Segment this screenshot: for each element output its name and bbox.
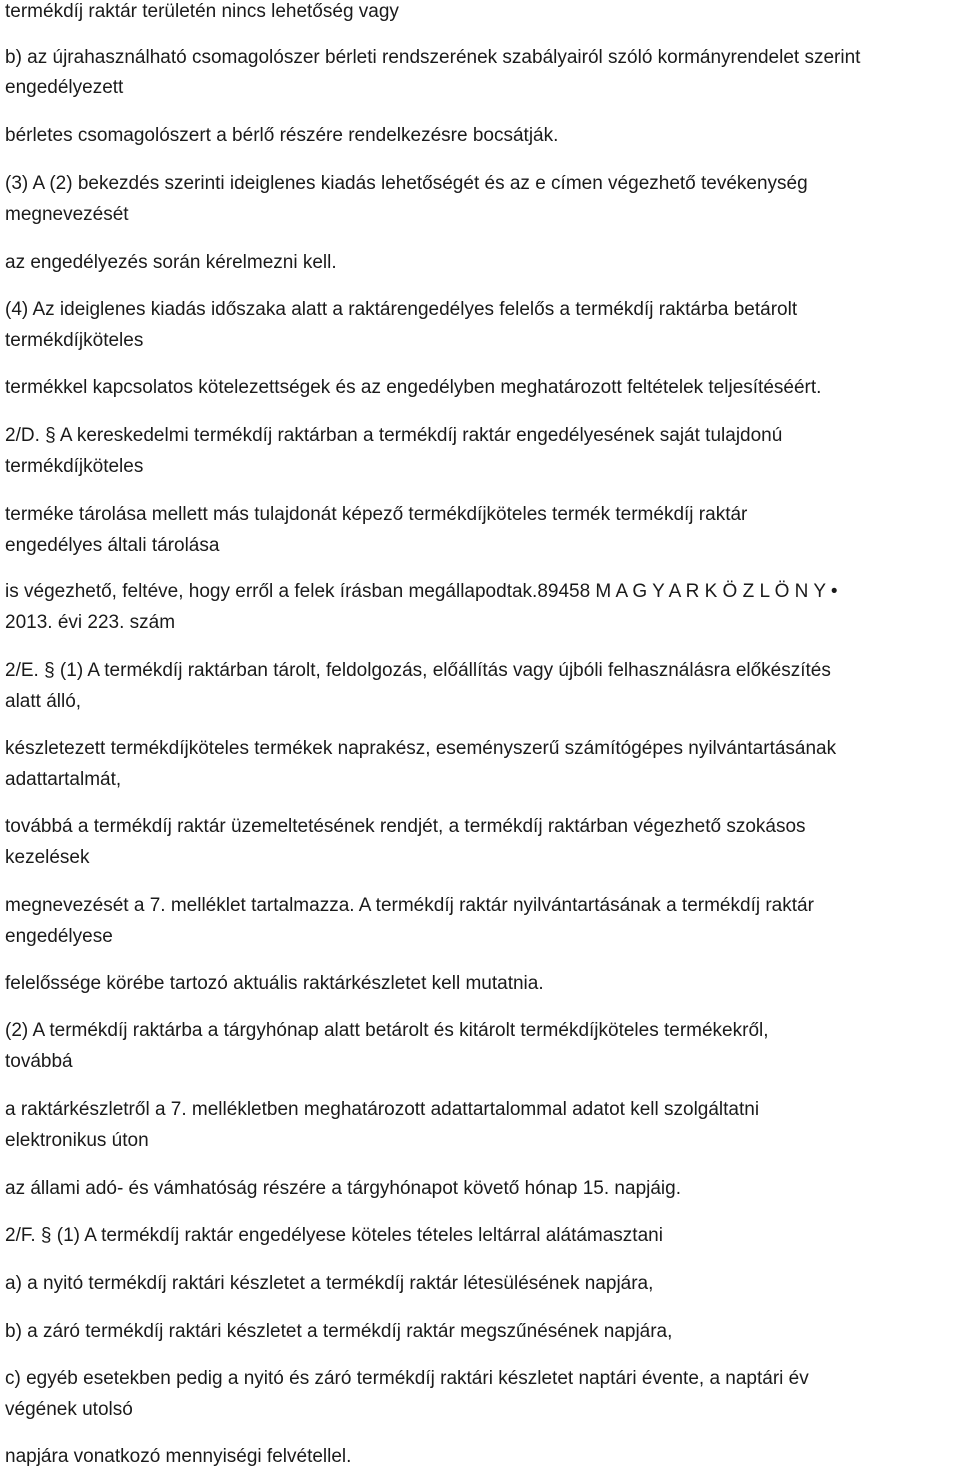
text-line: adattartalmát, xyxy=(5,769,122,790)
text-line: (3) A (2) bekezdés szerinti ideiglenes kiadás lehetőségét és az e címen végezhető tevékenység xyxy=(5,173,808,194)
text-line: is végezhető, feltéve, hogy erről a felek írásban megállapodtak.89458 M A G Y A R K Ö Z L Ö N Y • xyxy=(5,581,838,602)
text-line: engedélyese xyxy=(5,926,113,947)
text-line: engedélyes általi tárolása xyxy=(5,535,220,556)
text-line: készletezett termékdíjköteles termékek naprakész, eseményszerű számítógépes nyilvántartásának xyxy=(5,738,837,759)
text-line: végének utolsó xyxy=(5,1399,133,1420)
text-line: megnevezését a 7. melléklet tartalmazza. A termékdíj raktár nyilvántartásának a termékdíj raktár xyxy=(5,895,814,916)
text-line: termékdíjköteles xyxy=(5,330,144,351)
text-line: bérletes csomagolószert a bérlő részére rendelkezésre bocsátják. xyxy=(5,125,559,146)
text-line: 2/F. § (1) A termékdíj raktár engedélyese köteles tételes leltárral alátámasztani xyxy=(5,1225,663,1246)
text-line: a) a nyitó termékdíj raktári készletet a termékdíj raktár létesülésének napjára, xyxy=(5,1273,654,1294)
text-line: (4) Az ideiglenes kiadás időszaka alatt a raktárengedélyes felelős a termékdíj raktárba betárolt xyxy=(5,299,798,320)
text-line: megnevezését xyxy=(5,204,129,225)
text-line: termékdíjköteles xyxy=(5,456,144,477)
text-line: kezelések xyxy=(5,847,90,868)
text-line: továbbá a termékdíj raktár üzemeltetésének rendjét, a termékdíj raktárban végezhető szokásos xyxy=(5,816,806,837)
text-line: c) egyéb esetekben pedig a nyitó és záró termékdíj raktári készletet naptári évente, a naptári év xyxy=(5,1368,809,1389)
text-line: továbbá xyxy=(5,1051,73,1072)
text-line: engedélyezett xyxy=(5,77,124,98)
text-line: b) a záró termékdíj raktári készletet a termékdíj raktár megszűnésének napjára, xyxy=(5,1321,673,1342)
text-line: 2/D. § A kereskedelmi termékdíj raktárban a termékdíj raktár engedélyesének saját tulajdonú xyxy=(5,425,783,446)
text-line: (2) A termékdíj raktárba a tárgyhónap alatt betárolt és kitárolt termékdíjköteles termékekről, xyxy=(5,1020,769,1041)
text-line: napjára vonatkozó mennyiségi felvétellel. xyxy=(5,1446,352,1467)
text-line: alatt álló, xyxy=(5,691,82,712)
text-line: 2013. évi 223. szám xyxy=(5,612,176,633)
text-line: b) az újrahasználható csomagolószer bérleti rendszerének szabályairól szóló kormányrendelet szerint xyxy=(5,47,861,68)
text-line: az engedélyezés során kérelmezni kell. xyxy=(5,252,337,273)
text-line: a raktárkészletről a 7. mellékletben meghatározott adattartalommal adatot kell szolgáltatni xyxy=(5,1099,760,1120)
text-line: az állami adó- és vámhatóság részére a tárgyhónapot követő hónap 15. napjáig. xyxy=(5,1178,681,1199)
text-line: elektronikus úton xyxy=(5,1130,149,1151)
text-line: terméke tárolása mellett más tulajdonát képező termékdíjköteles termék termékdíj raktár xyxy=(5,504,748,525)
text-line: felelőssége körébe tartozó aktuális raktárkészletet kell mutatnia. xyxy=(5,973,544,994)
text-line: 2/E. § (1) A termékdíj raktárban tárolt, feldolgozás, előállítás vagy újbóli felhasználásra előkészítés xyxy=(5,660,831,681)
text-line: termékkel kapcsolatos kötelezettségek és az engedélyben meghatározott feltételek teljesítéséért. xyxy=(5,377,822,398)
text-line: termékdíj raktár területén nincs lehetőség vagy xyxy=(5,1,399,22)
